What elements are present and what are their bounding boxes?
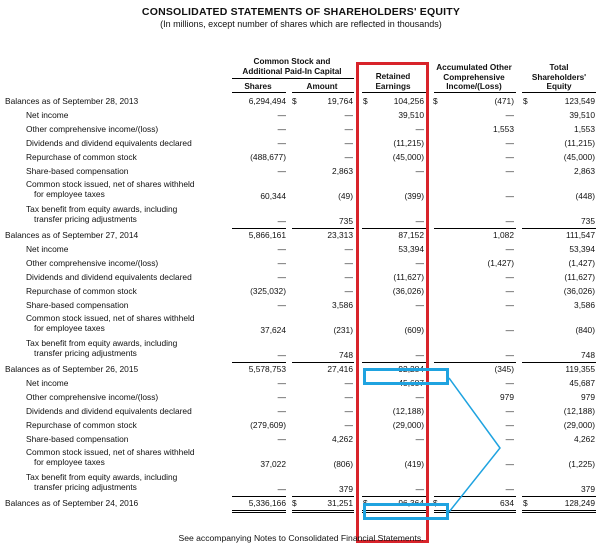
- retained-line2: Earnings: [375, 81, 411, 91]
- row-label: Net income: [26, 378, 69, 388]
- subtotal-rule: [434, 496, 516, 497]
- row-label: Balances as of September 24, 2016: [5, 498, 139, 508]
- dollar-sign: $: [433, 96, 438, 106]
- row-label-line1: Tax benefit from equity awards, including: [26, 204, 178, 214]
- shares-cell: —: [277, 300, 286, 310]
- shares-cell: —: [277, 406, 286, 416]
- table-row: [0, 150, 602, 164]
- aoci-cell: —: [505, 286, 514, 296]
- total-cell: 735: [581, 216, 595, 226]
- double-underline: [292, 512, 354, 513]
- aoci-cell: —: [505, 484, 514, 494]
- retained-cell: (36,026): [392, 286, 424, 296]
- shares-cell: 37,624: [260, 325, 286, 335]
- total-equity-header: [520, 63, 598, 92]
- table-row: [0, 122, 602, 136]
- header-underline-amount: [292, 92, 354, 93]
- total-cell: (448): [575, 191, 595, 201]
- shares-cell: —: [277, 484, 286, 494]
- total-cell: 2,863: [574, 166, 595, 176]
- double-underline: [232, 512, 286, 513]
- table-row: [0, 418, 602, 432]
- dollar-sign: $: [363, 498, 368, 508]
- aoci-cell: —: [505, 166, 514, 176]
- aoci-cell: —: [505, 138, 514, 148]
- total-cell: 111,547: [565, 230, 595, 240]
- shares-cell: (488,677): [250, 152, 286, 162]
- retained-cell: —: [415, 166, 424, 176]
- balance-row: [0, 228, 602, 242]
- retained-cell: 39,510: [398, 110, 424, 120]
- subtotal-rule: [232, 496, 286, 497]
- aoci-cell: —: [505, 300, 514, 310]
- retained-cell: —: [415, 434, 424, 444]
- subtotal-rule: [232, 362, 286, 363]
- row-label: Repurchase of common stock: [26, 152, 137, 162]
- subtotal-rule: [292, 362, 354, 363]
- row-label: Other comprehensive income/(loss): [26, 124, 159, 134]
- subtotal-rule: [292, 228, 354, 229]
- row-label: [26, 313, 195, 333]
- table-row: [0, 242, 602, 256]
- row-label: [26, 447, 195, 467]
- table-row: [0, 164, 602, 178]
- row-label: Dividends and dividend equivalents declared: [26, 138, 192, 148]
- shares-cell: —: [277, 124, 286, 134]
- balance-2015-highlight-box: [363, 368, 449, 385]
- row-label: Repurchase of common stock: [26, 420, 137, 430]
- aoci-cell: 634: [500, 498, 514, 508]
- shares-header: Shares: [244, 82, 272, 91]
- double-underline: [292, 510, 354, 511]
- retained-cell: (11,627): [393, 272, 424, 282]
- row-label: Dividends and dividend equivalents declared: [26, 272, 192, 282]
- total-cell: 4,262: [574, 434, 595, 444]
- row-label-line1: Common stock issued, net of shares withheld: [26, 447, 195, 457]
- row-label: Balances as of September 27, 2014: [5, 230, 139, 240]
- subtotal-rule: [522, 228, 596, 229]
- retained-cell: 104,256: [393, 96, 424, 106]
- amount-cell: (49): [338, 191, 353, 201]
- total-cell: (1,427): [568, 258, 595, 268]
- retained-cell: 92,284: [398, 364, 424, 374]
- shares-cell: —: [277, 378, 286, 388]
- row-label: Other comprehensive income/(loss): [26, 258, 159, 268]
- table-row: [0, 270, 602, 284]
- balance-row: [0, 94, 602, 108]
- shares-cell: 5,336,166: [248, 498, 286, 508]
- retained-cell: (11,215): [393, 138, 424, 148]
- shares-cell: (279,609): [250, 420, 286, 430]
- aoci-cell: —: [505, 216, 514, 226]
- retained-cell: (399): [404, 191, 424, 201]
- aoci-cell: —: [505, 350, 514, 360]
- row-label: Share-based compensation: [26, 166, 129, 176]
- aoci-cell: (471): [494, 96, 514, 106]
- row-label-line1: Tax benefit from equity awards, including: [26, 338, 178, 348]
- aoci-line3: Income/(Loss): [446, 82, 502, 91]
- total-cell: (11,627): [564, 272, 595, 282]
- aoci-cell: (1,427): [487, 258, 514, 268]
- table-row: [0, 432, 602, 446]
- table-row: [0, 256, 602, 270]
- total-cell: 748: [581, 350, 595, 360]
- subtotal-rule: [434, 228, 516, 229]
- row-label-line1: Common stock issued, net of shares withheld: [26, 313, 195, 323]
- shares-cell: 5,866,161: [248, 230, 286, 240]
- table-row: [0, 108, 602, 122]
- row-label-line2: for employee taxes: [34, 323, 105, 333]
- table-row: [0, 284, 602, 298]
- common-stock-group-header: [228, 57, 356, 76]
- retained-cell: (609): [404, 325, 424, 335]
- row-label: Balances as of September 26, 2015: [5, 364, 139, 374]
- row-label: [26, 179, 195, 199]
- table-row: [0, 376, 602, 390]
- header-underline-total: [522, 92, 596, 93]
- total-cell: 128,249: [564, 498, 595, 508]
- row-label: Share-based compensation: [26, 434, 129, 444]
- row-label-line2: transfer pricing adjustments: [34, 348, 137, 358]
- aoci-cell: —: [505, 191, 514, 201]
- shares-cell: 5,578,753: [248, 364, 286, 374]
- table-row: [0, 203, 602, 228]
- retained-line1: Retained: [375, 72, 411, 81]
- aoci-cell: —: [505, 325, 514, 335]
- shares-cell: —: [277, 166, 286, 176]
- total-cell: 39,510: [569, 110, 595, 120]
- row-label-line1: Tax benefit from equity awards, including: [26, 472, 178, 482]
- table-row: [0, 446, 602, 471]
- retained-cell: (419): [404, 459, 424, 469]
- amount-cell: —: [344, 392, 353, 402]
- aoci-cell: —: [505, 244, 514, 254]
- retained-cell: (45,000): [392, 152, 424, 162]
- row-label: Net income: [26, 110, 69, 120]
- retained-cell: 87,152: [398, 230, 424, 240]
- shares-cell: —: [277, 244, 286, 254]
- retained-cell: —: [415, 258, 424, 268]
- balance-row: [0, 496, 602, 510]
- table-row: [0, 178, 602, 203]
- amount-cell: (806): [333, 459, 353, 469]
- row-label-line2: for employee taxes: [34, 457, 105, 467]
- amount-cell: 735: [339, 216, 353, 226]
- aoci-cell: —: [505, 420, 514, 430]
- amount-cell: —: [344, 138, 353, 148]
- aoci-header: [430, 63, 518, 92]
- subtotal-rule: [434, 362, 516, 363]
- dollar-sign: $: [292, 96, 297, 106]
- total-cell: 3,586: [574, 300, 595, 310]
- amount-cell: 23,313: [327, 230, 353, 240]
- amount-cell: —: [344, 110, 353, 120]
- retained-cell: (29,000): [392, 420, 424, 430]
- amount-cell: —: [344, 244, 353, 254]
- amount-cell: 31,251: [327, 498, 353, 508]
- total-cell: (12,188): [563, 406, 595, 416]
- subtotal-rule: [522, 362, 596, 363]
- shares-cell: 37,022: [260, 459, 286, 469]
- dollar-sign: $: [523, 498, 528, 508]
- balance-2016-highlight-box: [363, 503, 449, 520]
- shares-cell: —: [277, 110, 286, 120]
- statement-subtitle: (In millions, except number of shares which are reflected in thousands): [160, 19, 442, 29]
- retained-cell: 45,687: [398, 378, 424, 388]
- table-row: [0, 298, 602, 312]
- retained-cell: —: [415, 392, 424, 402]
- row-label-line2: for employee taxes: [34, 189, 105, 199]
- total-line3: Equity: [546, 82, 572, 91]
- common-group-underline: [232, 78, 354, 79]
- dollar-sign: $: [523, 96, 528, 106]
- total-cell: 1,553: [574, 124, 595, 134]
- total-cell: 123,549: [564, 96, 595, 106]
- retained-earnings-highlight-box: [356, 62, 429, 543]
- footer-note: See accompanying Notes to Consolidated Financial Statements.: [178, 533, 424, 543]
- row-label: [26, 204, 177, 224]
- row-label: [26, 338, 177, 358]
- shares-cell: —: [277, 392, 286, 402]
- shares-cell: —: [277, 272, 286, 282]
- shares-cell: 60,344: [260, 191, 286, 201]
- amount-cell: 2,863: [332, 166, 353, 176]
- amount-header: Amount: [306, 82, 338, 91]
- retained-cell: 53,394: [398, 244, 424, 254]
- double-underline: [522, 512, 596, 513]
- amount-cell: 4,262: [332, 434, 353, 444]
- row-label: [26, 472, 177, 492]
- retained-cell: —: [415, 216, 424, 226]
- total-cell: 379: [581, 484, 595, 494]
- total-cell: (840): [575, 325, 595, 335]
- table-row: [0, 471, 602, 496]
- statement-title: CONSOLIDATED STATEMENTS OF SHAREHOLDERS' EQUITY: [141, 6, 461, 18]
- table-row: [0, 404, 602, 418]
- header-underline-aoci: [434, 92, 516, 93]
- amount-cell: —: [344, 420, 353, 430]
- row-label-line2: transfer pricing adjustments: [34, 214, 137, 224]
- shares-cell: —: [277, 216, 286, 226]
- aoci-cell: —: [505, 459, 514, 469]
- amount-cell: —: [344, 286, 353, 296]
- row-label: Dividends and dividend equivalents declared: [26, 406, 192, 416]
- amount-cell: —: [344, 152, 353, 162]
- header-underline-shares: [232, 92, 286, 93]
- aoci-cell: 979: [500, 392, 514, 402]
- shares-cell: —: [277, 138, 286, 148]
- aoci-cell: —: [505, 434, 514, 444]
- total-line1: Total: [549, 63, 569, 72]
- total-cell: 45,687: [569, 378, 595, 388]
- retained-cell: —: [415, 484, 424, 494]
- row-label: Net income: [26, 244, 69, 254]
- table-row: [0, 337, 602, 362]
- row-label: Share-based compensation: [26, 300, 129, 310]
- amount-cell: (231): [333, 325, 353, 335]
- amount-cell: 27,416: [327, 364, 353, 374]
- subtotal-rule: [522, 496, 596, 497]
- amount-cell: —: [344, 124, 353, 134]
- aoci-cell: —: [505, 110, 514, 120]
- amount-cell: —: [344, 378, 353, 388]
- aoci-cell: —: [505, 406, 514, 416]
- total-cell: (36,026): [563, 286, 595, 296]
- subtotal-rule: [292, 496, 354, 497]
- double-underline: [232, 510, 286, 511]
- retained-cell: —: [415, 350, 424, 360]
- aoci-cell: —: [505, 152, 514, 162]
- dollar-sign: $: [363, 96, 368, 106]
- aoci-line1: Accumulated Other: [436, 63, 512, 72]
- dollar-sign: $: [433, 498, 438, 508]
- shares-cell: (325,032): [250, 286, 286, 296]
- retained-cell: 96,364: [398, 498, 424, 508]
- shares-cell: —: [277, 350, 286, 360]
- amount-cell: —: [344, 406, 353, 416]
- total-cell: (45,000): [563, 152, 595, 162]
- row-label: Repurchase of common stock: [26, 286, 137, 296]
- aoci-cell: —: [505, 378, 514, 388]
- amount-cell: —: [344, 258, 353, 268]
- total-cell: (29,000): [563, 420, 595, 430]
- amount-cell: 748: [339, 350, 353, 360]
- double-underline: [522, 510, 596, 511]
- total-cell: (11,215): [564, 138, 595, 148]
- shares-cell: —: [277, 258, 286, 268]
- dollar-sign: $: [292, 498, 297, 508]
- common-group-line1: Common Stock and: [253, 57, 331, 66]
- total-cell: (1,225): [568, 459, 595, 469]
- amount-cell: 379: [339, 484, 353, 494]
- row-label: Other comprehensive income/(loss): [26, 392, 159, 402]
- shares-cell: 6,294,494: [248, 96, 286, 106]
- table-row: [0, 390, 602, 404]
- amount-cell: 19,764: [327, 96, 353, 106]
- total-line2: Shareholders': [531, 72, 587, 82]
- common-group-line2: Additional Paid-In Capital: [242, 66, 342, 76]
- retained-cell: —: [415, 124, 424, 134]
- aoci-cell: (345): [494, 364, 514, 374]
- shares-cell: —: [277, 434, 286, 444]
- row-label-line1: Common stock issued, net of shares withheld: [26, 179, 195, 189]
- table-row: [0, 136, 602, 150]
- subtotal-rule: [232, 228, 286, 229]
- amount-cell: —: [344, 272, 353, 282]
- total-cell: 979: [581, 392, 595, 402]
- total-cell: 119,355: [565, 364, 595, 374]
- retained-cell: —: [415, 300, 424, 310]
- amount-cell: 3,586: [332, 300, 353, 310]
- aoci-cell: 1,082: [493, 230, 514, 240]
- aoci-line2: Comprehensive: [443, 72, 505, 82]
- row-label: Balances as of September 28, 2013: [5, 96, 139, 106]
- row-label-line2: transfer pricing adjustments: [34, 482, 137, 492]
- aoci-cell: 1,553: [493, 124, 514, 134]
- aoci-cell: —: [505, 272, 514, 282]
- balance-row: [0, 362, 602, 376]
- retained-cell: (12,188): [392, 406, 424, 416]
- total-cell: 53,394: [569, 244, 595, 254]
- table-row: [0, 312, 602, 337]
